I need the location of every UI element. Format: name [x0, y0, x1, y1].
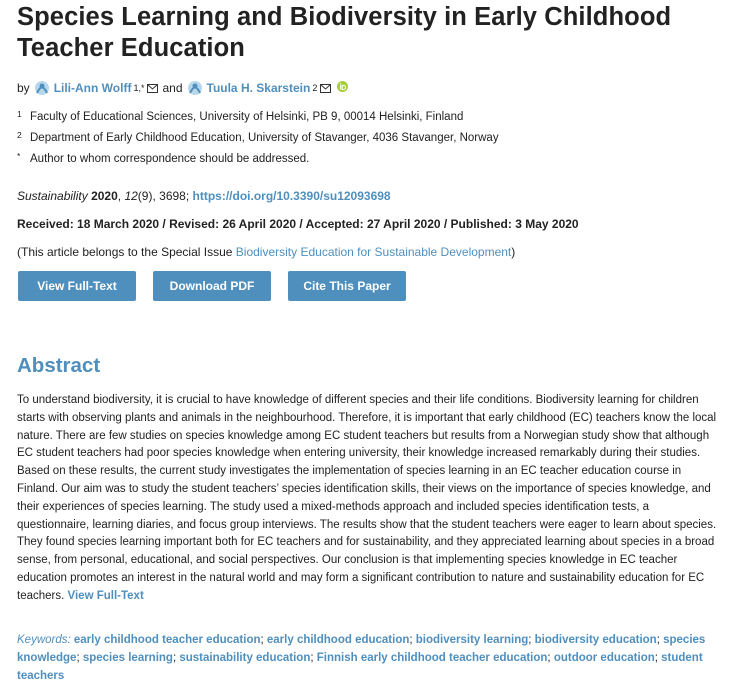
mail-icon[interactable] [320, 84, 331, 93]
keyword-link[interactable]: species learning [82, 652, 173, 664]
article-title: Species Learning and Biodiversity in Early Childhood Teacher Education [17, 3, 672, 62]
doi-link[interactable]: https://doi.org/10.3390/su12093698 [192, 189, 391, 203]
author-byline: by Lili-Ann Wolff 1,* and Tuula H. Skarstein 2 [17, 78, 348, 98]
abstract-full-text-link[interactable]: View Full-Text [67, 589, 144, 602]
keyword-link[interactable]: Finnish early childhood teacher education [316, 652, 548, 664]
affiliation-number: 2 [17, 130, 22, 140]
citation-article: 3698 [159, 189, 186, 203]
citation-year: 2020 [91, 189, 118, 203]
cite-this-paper-button[interactable]: Cite This Paper [288, 271, 406, 301]
keywords: Keywords: early childhood teacher education; early childhood education; biodiversity learning; biodiversity education; species knowledge; species learning; sustainability education; Finnish early childhood teacher education; outdoor education; student teachers [17, 634, 706, 682]
author-link-skarstein[interactable]: Tuula H. Skarstein [206, 81, 311, 95]
keyword-link[interactable]: biodiversity education [534, 634, 657, 646]
and-label: and [162, 81, 183, 95]
special-issue-suffix: ) [511, 245, 516, 259]
affiliation-1 [17, 109, 463, 125]
mail-icon[interactable] [147, 84, 158, 93]
citation-issue: (9) [137, 189, 153, 203]
journal-name: Sustainability [17, 189, 88, 203]
citation-volume: 12 [124, 189, 138, 203]
sciprofiles-icon[interactable] [33, 80, 51, 97]
keyword-link[interactable]: early childhood teacher education [73, 634, 261, 646]
special-issue-prefix: (This article belongs to the Special Issue [17, 245, 236, 259]
orcid-icon[interactable] [337, 78, 348, 89]
view-full-text-button[interactable]: View Full-Text [18, 271, 136, 301]
abstract-heading: Abstract [17, 354, 101, 377]
affiliation-number: * [17, 151, 21, 161]
keyword-link[interactable]: student teachers [17, 652, 703, 682]
keyword-link[interactable]: sustainability education [179, 652, 311, 664]
keyword-link[interactable]: outdoor education [553, 652, 655, 664]
affiliation-text: Author to whom correspondence should be addressed. [30, 153, 310, 165]
affiliation-text: Faculty of Educational Sciences, University of Helsinki, PB 9, 00014 Helsinki, Finland [30, 111, 464, 123]
abstract-paragraph: To understand biodiversity, it is crucial to have knowledge of different species and their life conditions. Biodiversity learning for children starts with observing plants and animals in the neighbourhood. Therefore, it is important that early childhood (EC) teachers know the local nature. There are few studies on species knowledge among EC student teachers but results from a Norwegian study show that although EC student teachers had poor species knowledge when entering university, their knowledge increased remarkably during their studies. Based on these results, the current study investigates the implementation of species learning in an EC teacher education course in Finland. Our aim was to study the student teachers’ species identification skills, their views on the importance of species knowledge, and their experiences of species learning. The study used a mixed-methods approach and included species identification tests, a questionnaire, learning diaries, and focus group interviews. The results show that the student teachers were eager to learn about species. They found species learning important both for EC teachers and for sustainability, and they appreciated learning about species in a broad sense, from personal, educational, and social perspectives. Our conclusion is that implementing species knowledge in EC teacher education promotes an interest in the natural world and may form a significant contribution to nature and sustainability education for EC teachers. [17, 394, 717, 602]
publication-dates: Received: 18 March 2020 / Revised: 26 April 2020 / Accepted: 27 April 2020 / Published: 3 May 2020 [17, 217, 579, 231]
keywords-label: Keywords: [17, 634, 71, 646]
keyword-link[interactable]: biodiversity learning [415, 634, 529, 646]
special-issue-note [17, 244, 515, 260]
citation-line: Sustainability 2020, 12(9), 3698; https://doi.org/10.3390/su12093698 [17, 189, 391, 203]
keyword-link[interactable]: early childhood education [266, 634, 410, 646]
affiliation-text: Department of Early Childhood Education, University of Stavanger, 4036 Stavanger, Norway [30, 132, 499, 144]
author-link-wolff[interactable]: Lili-Ann Wolff [53, 81, 132, 95]
abstract-text [17, 392, 717, 606]
keyword-link[interactable]: species knowledge [17, 634, 706, 664]
affiliation-2 [17, 130, 499, 146]
download-pdf-button[interactable]: Download PDF [153, 271, 271, 301]
sciprofiles-icon[interactable] [186, 80, 204, 97]
affiliation-corresponding [17, 151, 309, 167]
special-issue-link[interactable]: Biodiversity Education for Sustainable Development [235, 245, 512, 259]
by-label: by [17, 81, 30, 95]
affiliation-number: 1 [17, 109, 22, 119]
